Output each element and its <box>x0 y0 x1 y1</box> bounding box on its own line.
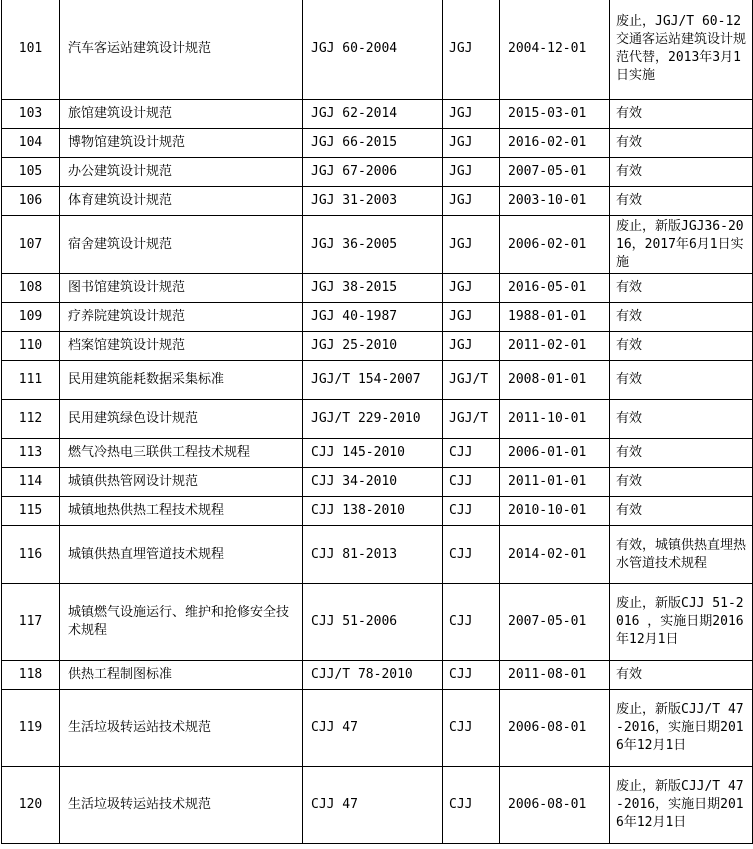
table-row <box>2 274 753 303</box>
standard-category: CJJ <box>443 690 500 767</box>
standard-category: CJJ <box>443 468 500 497</box>
row-number: 115 <box>2 497 60 526</box>
standard-category: CJJ <box>443 767 500 844</box>
standard-name: 旅馆建筑设计规范 <box>60 100 303 129</box>
standard-name: 宿舍建筑设计规范 <box>60 216 303 274</box>
standard-code: CJJ/T 78-2010 <box>303 661 443 690</box>
standard-category: CJJ <box>443 439 500 468</box>
effective-date: 2011-02-01 <box>500 332 610 361</box>
standard-status: 有效 <box>610 187 753 216</box>
standard-status: 废止，新版CJJ/T 47-2016，实施日期2016年12月1日 <box>610 690 753 767</box>
table-row <box>2 361 753 400</box>
standard-category: CJJ <box>443 497 500 526</box>
effective-date: 2011-01-01 <box>500 468 610 497</box>
standard-status: 有效 <box>610 439 753 468</box>
row-number: 109 <box>2 303 60 332</box>
row-number: 111 <box>2 361 60 400</box>
row-number: 119 <box>2 690 60 767</box>
row-number: 113 <box>2 439 60 468</box>
standard-name: 燃气冷热电三联供工程技术规程 <box>60 439 303 468</box>
row-number: 107 <box>2 216 60 274</box>
effective-date: 2010-10-01 <box>500 497 610 526</box>
standard-category: JGJ <box>443 332 500 361</box>
standard-code: CJJ 34-2010 <box>303 468 443 497</box>
row-number: 118 <box>2 661 60 690</box>
effective-date: 2008-01-01 <box>500 361 610 400</box>
table-row <box>2 439 753 468</box>
row-number: 112 <box>2 400 60 439</box>
standard-status: 废止，新版CJJ/T 47-2016，实施日期2016年12月1日 <box>610 767 753 844</box>
table-row <box>2 216 753 274</box>
standard-code: CJJ 81-2013 <box>303 526 443 584</box>
standard-status: 有效 <box>610 661 753 690</box>
table-row <box>2 468 753 497</box>
standard-code: JGJ 38-2015 <box>303 274 443 303</box>
table-row <box>2 497 753 526</box>
standard-category: CJJ <box>443 584 500 661</box>
effective-date: 2006-08-01 <box>500 690 610 767</box>
table-row <box>2 187 753 216</box>
standard-category: JGJ <box>443 129 500 158</box>
standard-status: 有效 <box>610 468 753 497</box>
effective-date: 2016-02-01 <box>500 129 610 158</box>
standard-name: 档案馆建筑设计规范 <box>60 332 303 361</box>
standard-status: 有效 <box>610 332 753 361</box>
standard-code: JGJ 40-1987 <box>303 303 443 332</box>
standard-status: 有效 <box>610 497 753 526</box>
standard-code: CJJ 47 <box>303 690 443 767</box>
standard-category: JGJ <box>443 158 500 187</box>
row-number: 120 <box>2 767 60 844</box>
standard-name: 办公建筑设计规范 <box>60 158 303 187</box>
row-number: 110 <box>2 332 60 361</box>
standard-category: JGJ <box>443 216 500 274</box>
standard-status: 有效 <box>610 100 753 129</box>
standards-table <box>1 0 753 844</box>
table-row <box>2 584 753 661</box>
standard-name: 生活垃圾转运站技术规范 <box>60 690 303 767</box>
table-row <box>2 129 753 158</box>
standard-code: CJJ 51-2006 <box>303 584 443 661</box>
standard-name: 汽车客运站建筑设计规范 <box>60 0 303 100</box>
standard-status: 有效，城镇供热直埋热水管道技术规程 <box>610 526 753 584</box>
effective-date: 2006-08-01 <box>500 767 610 844</box>
standard-status: 有效 <box>610 361 753 400</box>
standard-status: 废止，新版CJJ 51-2016 ，实施日期2016年12月1日 <box>610 584 753 661</box>
standard-name: 民用建筑能耗数据采集标准 <box>60 361 303 400</box>
row-number: 106 <box>2 187 60 216</box>
standard-code: JGJ/T 229-2010 <box>303 400 443 439</box>
standard-code: JGJ 36-2005 <box>303 216 443 274</box>
effective-date: 2015-03-01 <box>500 100 610 129</box>
standard-name: 生活垃圾转运站技术规范 <box>60 767 303 844</box>
standard-name: 城镇供热管网设计规范 <box>60 468 303 497</box>
table-row <box>2 767 753 844</box>
standard-status: 有效 <box>610 158 753 187</box>
table-row <box>2 100 753 129</box>
standard-category: JGJ/T <box>443 361 500 400</box>
standard-name: 疗养院建筑设计规范 <box>60 303 303 332</box>
row-number: 114 <box>2 468 60 497</box>
table-row <box>2 690 753 767</box>
standard-name: 民用建筑绿色设计规范 <box>60 400 303 439</box>
row-number: 117 <box>2 584 60 661</box>
row-number: 105 <box>2 158 60 187</box>
standard-category: JGJ/T <box>443 400 500 439</box>
standard-name: 博物馆建筑设计规范 <box>60 129 303 158</box>
row-number: 103 <box>2 100 60 129</box>
standard-name: 城镇地热供热工程技术规程 <box>60 497 303 526</box>
standard-name: 城镇燃气设施运行、维护和抢修安全技术规程 <box>60 584 303 661</box>
effective-date: 2011-08-01 <box>500 661 610 690</box>
standard-category: JGJ <box>443 303 500 332</box>
table-row <box>2 400 753 439</box>
standard-code: JGJ 62-2014 <box>303 100 443 129</box>
effective-date: 2003-10-01 <box>500 187 610 216</box>
standard-code: JGJ 60-2004 <box>303 0 443 100</box>
standard-code: CJJ 145-2010 <box>303 439 443 468</box>
standard-name: 供热工程制图标准 <box>60 661 303 690</box>
standard-code: JGJ 25-2010 <box>303 332 443 361</box>
standard-category: CJJ <box>443 526 500 584</box>
row-number: 104 <box>2 129 60 158</box>
table-row <box>2 332 753 361</box>
standard-code: JGJ/T 154-2007 <box>303 361 443 400</box>
effective-date: 2014-02-01 <box>500 526 610 584</box>
effective-date: 2004-12-01 <box>500 0 610 100</box>
standard-category: JGJ <box>443 187 500 216</box>
standard-category: JGJ <box>443 0 500 100</box>
standard-category: JGJ <box>443 100 500 129</box>
standard-status: 废止，JGJ/T 60-12交通客运站建筑设计规范代替，2013年3月1日实施 <box>610 0 753 100</box>
row-number: 116 <box>2 526 60 584</box>
effective-date: 2006-02-01 <box>500 216 610 274</box>
table-row <box>2 303 753 332</box>
table-row <box>2 661 753 690</box>
effective-date: 2016-05-01 <box>500 274 610 303</box>
row-number: 108 <box>2 274 60 303</box>
effective-date: 2007-05-01 <box>500 158 610 187</box>
table-row <box>2 158 753 187</box>
standard-code: CJJ 47 <box>303 767 443 844</box>
standard-code: JGJ 66-2015 <box>303 129 443 158</box>
effective-date: 2007-05-01 <box>500 584 610 661</box>
standard-code: JGJ 31-2003 <box>303 187 443 216</box>
table-row <box>2 526 753 584</box>
standard-name: 城镇供热直埋管道技术规程 <box>60 526 303 584</box>
standard-name: 体育建筑设计规范 <box>60 187 303 216</box>
standard-code: JGJ 67-2006 <box>303 158 443 187</box>
standard-name: 图书馆建筑设计规范 <box>60 274 303 303</box>
table-row <box>2 0 753 100</box>
effective-date: 2011-10-01 <box>500 400 610 439</box>
standards-table-body <box>2 0 753 844</box>
row-number: 101 <box>2 0 60 100</box>
effective-date: 1988-01-01 <box>500 303 610 332</box>
standard-status: 有效 <box>610 274 753 303</box>
effective-date: 2006-01-01 <box>500 439 610 468</box>
standard-category: JGJ <box>443 274 500 303</box>
standard-category: CJJ <box>443 661 500 690</box>
standard-status: 有效 <box>610 400 753 439</box>
standard-code: CJJ 138-2010 <box>303 497 443 526</box>
standard-status: 废止，新版JGJ36-2016，2017年6月1日实施 <box>610 216 753 274</box>
standard-status: 有效 <box>610 303 753 332</box>
standard-status: 有效 <box>610 129 753 158</box>
